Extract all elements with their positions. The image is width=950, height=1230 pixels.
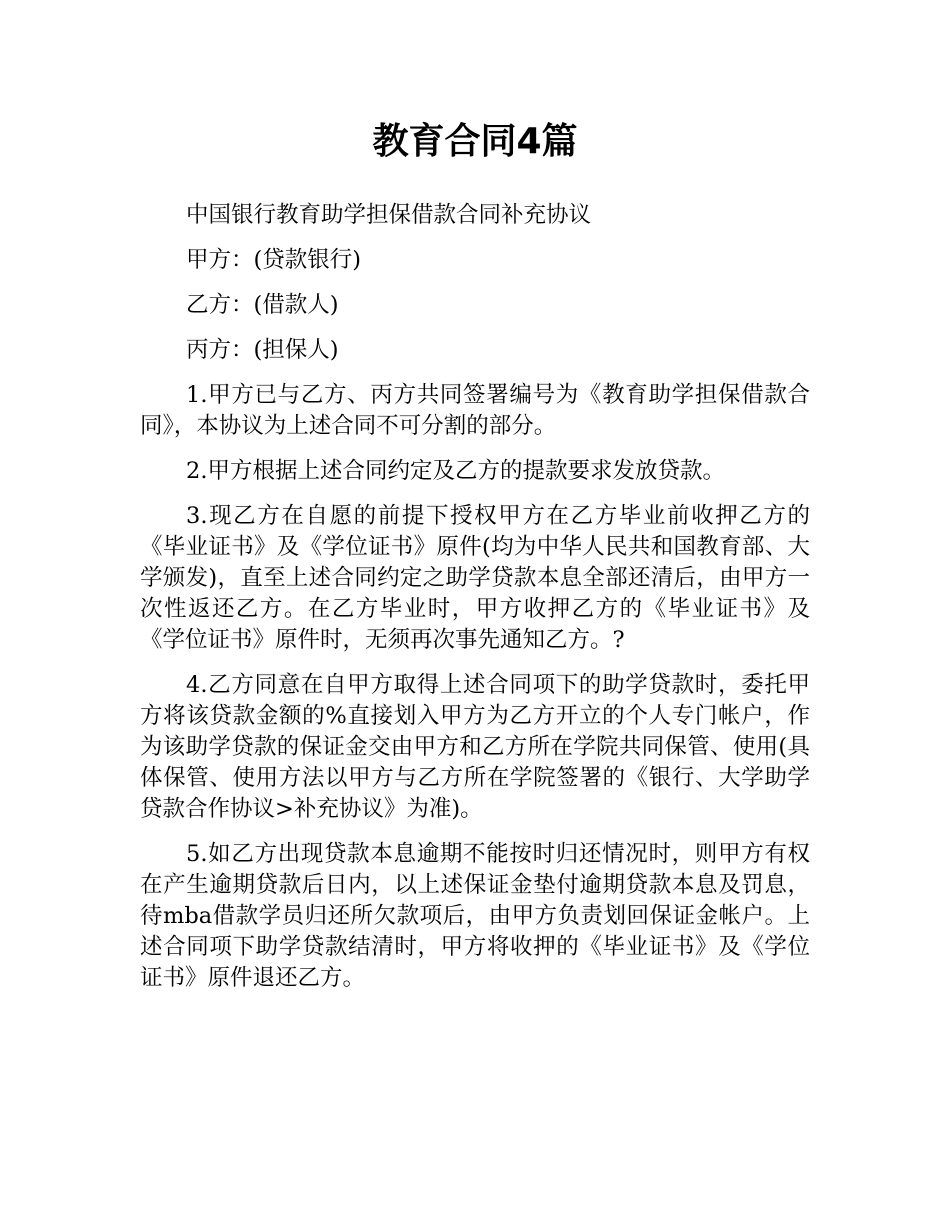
- clause-1: 1.甲方已与乙方、丙方共同签署编号为《教育助学担保借款合同》，本协议为上述合同不可分割的部分。: [140, 382, 810, 439]
- party-b-line: 乙方：(借款人): [186, 292, 339, 318]
- clause-3: 3.现乙方在自愿的前提下授权甲方在乙方毕业前收押乙方的《毕业证书》及《学位证书》原件(均为中华人民共和国教育部、大学颁发)，直至上述合同约定之助学贷款本息全部还清后，由甲方一次性返还乙方。在乙方毕业时，甲方收押乙方的《毕业证书》及《学位证书》原件时，无须再次事先通知乙方。?: [140, 503, 810, 653]
- agreement-heading: 中国银行教育助学担保借款合同补充协议: [186, 202, 592, 228]
- clause-5: 5.如乙方出现贷款本息逾期不能按时归还情况时，则甲方有权在产生逾期贷款后日内，以上述保证金垫付逾期贷款本息及罚息，待mba借款学员归还所欠款项后，由甲方负责划回保证金帐户。上述合同项下助学贷款结清时，甲方将收押的《毕业证书》及《学位证书》原件退还乙方。: [140, 841, 810, 991]
- party-c-line: 丙方：(担保人): [186, 337, 339, 363]
- document-title: 教育合同4篇: [372, 121, 578, 162]
- clause-2: 2.甲方根据上述合同约定及乙方的提款要求发放贷款。: [186, 458, 725, 484]
- clause-4: 4.乙方同意在自甲方取得上述合同项下的助学贷款时，委托甲方将该贷款金额的%直接划入甲方为乙方开立的个人专门帐户，作为该助学贷款的保证金交由甲方和乙方所在学院共同保管、使用(具体保管、使用方法以甲方与乙方所在学院签署的《银行、大学助学贷款合作协议>补充协议》为准)。: [140, 672, 810, 822]
- document-body: [140, 200, 810, 1008]
- party-a-line: 甲方：(贷款银行): [186, 247, 362, 273]
